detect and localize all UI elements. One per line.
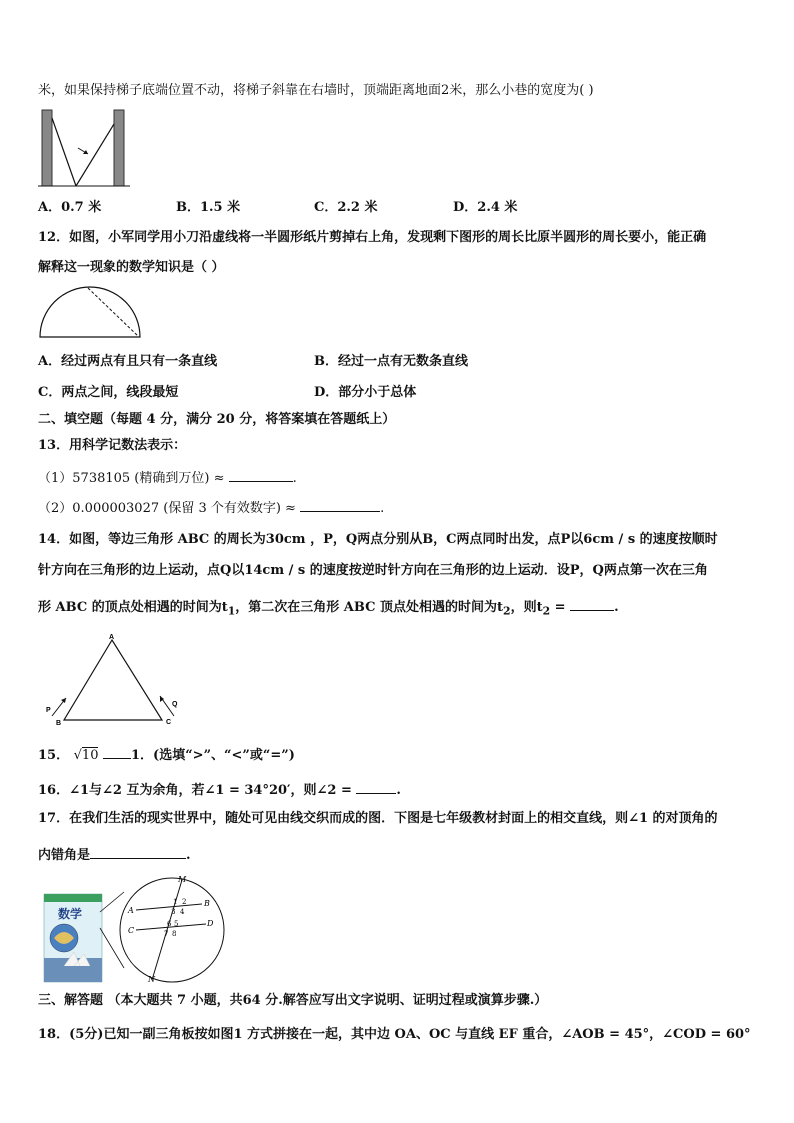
- q14-line3-a: 形 ABC 的顶点处相遇的时间为t: [38, 600, 228, 615]
- q14-sub1: 1: [227, 604, 236, 618]
- ladder-figure: [38, 108, 130, 188]
- q17-line2: [38, 844, 191, 865]
- q14-line1: 14．如图，等边三角形 ABC 的周长为30cm ，P，Q两点分别从B，C两点同时出发，点P以6cm / s 的速度按顺时: [38, 532, 718, 547]
- q14-line3-b: ，第二次在三角形 ABC 顶点处相遇的时间为t: [235, 600, 504, 615]
- q11-option-a: A．0.7 米: [38, 200, 102, 215]
- textbook-figure: [40, 868, 226, 988]
- q16-period: .: [396, 783, 401, 798]
- label-n: N: [148, 975, 155, 984]
- q15-radicand: 10: [81, 748, 99, 763]
- label-b: B: [56, 720, 62, 726]
- q13-item2-blank: [300, 497, 380, 512]
- section-3-header: 三、解答题 （本大题共 7 小题，共64 分.解答应写出文字说明、证明过程或演算步骤.）: [38, 993, 548, 1008]
- triangle-figure: [42, 632, 188, 726]
- q14-period: .: [614, 600, 619, 615]
- q15-num: 15．: [38, 748, 70, 763]
- angle-4: 4: [180, 908, 185, 916]
- label-a2: A: [128, 906, 134, 915]
- angle-8: 8: [172, 930, 177, 938]
- angle-7: 7: [164, 930, 169, 938]
- q13-item2: [38, 497, 384, 518]
- q14-line3-c: ，则t: [510, 600, 543, 615]
- q13-item1-period: .: [292, 471, 297, 486]
- angle-3: 3: [171, 908, 176, 916]
- q12-option-c: C．两点之间，线段最短: [38, 385, 179, 400]
- label-c: C: [166, 719, 172, 726]
- q11-option-d: D．2.4 米: [453, 200, 518, 215]
- q11-option-b: B．1.5 米: [176, 200, 241, 215]
- q15-after: 1．(选填“>”、“<”或“=”): [131, 748, 295, 763]
- label-p: P: [46, 707, 51, 714]
- label-a: A: [109, 634, 115, 641]
- q12-line2: 解释这一现象的数学知识是（ ）: [38, 260, 225, 275]
- q14-sub2: 2: [503, 604, 511, 618]
- q17-period: .: [186, 848, 191, 863]
- book-title: 数学: [58, 907, 83, 921]
- q16: [38, 779, 401, 800]
- label-c2: C: [128, 926, 135, 935]
- q17-line2-text: 内错角是: [38, 848, 91, 863]
- q12-option-b: B．经过一点有无数条直线: [314, 354, 468, 369]
- q15-blank: [103, 744, 131, 759]
- q14-line3-d: =: [550, 600, 566, 615]
- q12-option-a: A．经过两点有且只有一条直线: [38, 354, 218, 369]
- q13-item1-text: （1）5738105 (精确到万位) ≈: [38, 471, 225, 486]
- q16-blank: [356, 779, 396, 794]
- q12-option-d: D．部分小于总体: [314, 385, 417, 400]
- section-2-header: 二、填空题（每题 4 分，满分 20 分，将答案填在答题纸上）: [38, 412, 396, 427]
- q13-item1-blank: [229, 467, 293, 482]
- sqrt-sign: √: [73, 748, 82, 763]
- q14-blank: [570, 596, 614, 611]
- semicircle-figure: [38, 284, 142, 340]
- q15: [38, 744, 295, 765]
- angle-2: 2: [182, 898, 187, 906]
- q17-blank: [90, 844, 186, 859]
- q16-text: 16．∠1与∠2 互为余角，若∠1 = 34°20′，则∠2 =: [38, 783, 352, 798]
- label-d2: D: [207, 919, 214, 928]
- q11-option-c: C．2.2 米: [314, 200, 378, 215]
- label-m: M: [178, 875, 187, 884]
- q14-sub2b: 2: [542, 604, 551, 618]
- q14-line3: [38, 596, 619, 621]
- label-q: Q: [172, 701, 178, 708]
- angle-6: 6: [167, 920, 172, 928]
- q12-line1: 12．如图，小军同学用小刀沿虚线将一半圆形纸片剪掉右上角，发现剩下图形的周长比原半圆形的周长要小，能正确: [38, 230, 707, 245]
- q14-line2: 针方向在三角形的边上运动，点Q以14cm / s 的速度按逆时针方向在三角形的边上运动．设P，Q两点第一次在三角: [38, 563, 708, 578]
- q13-item1: [38, 467, 297, 488]
- q13-title: 13．用科学记数法表示：: [38, 438, 187, 453]
- angle-1: 1: [173, 898, 178, 906]
- q17-line1: 17．在我们生活的现实世界中，随处可见由线交织而成的图．下图是七年级教材封面上的相交直线，则∠1 的对顶角的: [38, 811, 718, 826]
- q13-item2-period: .: [380, 501, 385, 516]
- angle-5: 5: [174, 920, 179, 928]
- q11-stem: 米，如果保持梯子底端位置不动，将梯子斜靠在右墙时，顶端距离地面2米，那么小巷的宽度为( ): [38, 83, 594, 98]
- q13-item2-text: （2）0.000003027 (保留 3 个有效数字) ≈: [38, 501, 296, 516]
- q18-text: 18．(5分)已知一副三角板按如图1 方式拼接在一起，其中边 OA、OC 与直线 EF 重合，∠AOB = 45°，∠COD = 60°: [38, 1027, 751, 1042]
- label-b2: B: [204, 899, 210, 908]
